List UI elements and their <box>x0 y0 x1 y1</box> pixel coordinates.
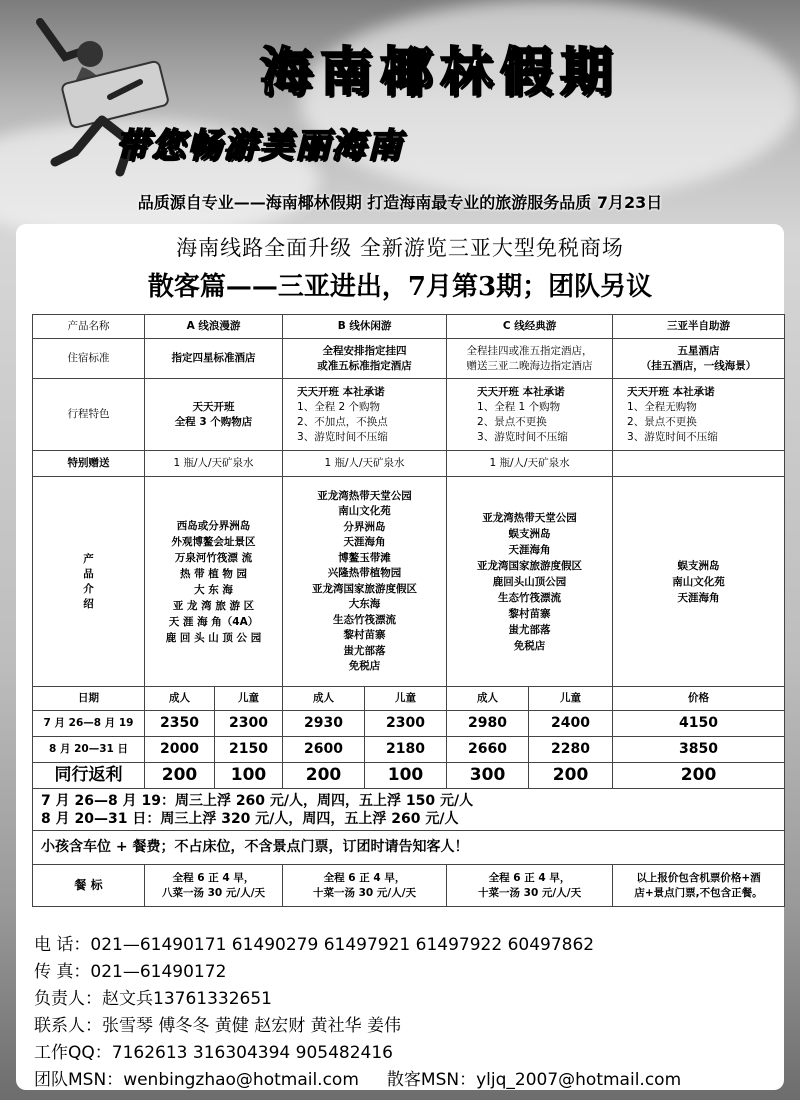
msn-group-link[interactable]: wenbingzhao@hotmail.com <box>123 1070 359 1090</box>
surcharge-line: 8 月 20—31 日：周三上浮 320 元/人，周四，五上浮 260 元/人 <box>41 810 459 827</box>
hotel-line: 全程安排指定挂四 <box>322 344 407 357</box>
gift-c: 1 瓶/人/天矿泉水 <box>447 451 613 477</box>
feature-line: 3、游览时间不压缩 <box>477 430 568 443</box>
rebate-value: 200 <box>529 763 613 789</box>
people-value: 张雪琴 傅冬冬 黄健 赵宏财 黄社华 姜伟 <box>102 1016 402 1036</box>
price-d: 3850 <box>613 737 785 763</box>
meal-c <box>447 865 613 907</box>
price-a-child: 2300 <box>215 711 283 737</box>
attraction: 分界洲岛 <box>343 520 386 533</box>
meal-a <box>145 865 283 907</box>
meal-b <box>283 865 447 907</box>
page-title: 海南椰林假期 <box>259 42 620 103</box>
attraction: 博鳌玉带滩 <box>338 551 391 564</box>
fax-label: 传 真： <box>34 962 91 982</box>
feature-line: 全程 3 个购物店 <box>174 415 253 428</box>
attraction: 大东海 <box>348 598 381 610</box>
intro-row <box>33 477 785 687</box>
qq-line <box>34 1040 784 1067</box>
price-header-row <box>33 687 785 711</box>
intro-d <box>613 477 785 687</box>
people-label: 联系人： <box>34 1016 102 1036</box>
meal-line: 以上报价包含机票价格+酒 <box>636 871 761 884</box>
tel-label: 电 话： <box>34 935 91 955</box>
headline-tour-period: 散客篇——三亚进出，7月第3期；团队另议 <box>147 272 653 302</box>
content-panel <box>16 224 784 1090</box>
feature-line: 2、景点不更换 <box>627 415 697 428</box>
tel-line <box>34 932 784 959</box>
qq-value: 7162613 316304394 905482416 <box>111 1043 393 1063</box>
attraction: 蚩尤部落 <box>343 644 386 657</box>
attraction: 生态竹筏漂流 <box>498 591 562 604</box>
attraction: 亚龙湾热带天堂公园 <box>482 511 577 524</box>
attraction: 热 带 植 物 园 <box>179 567 248 580</box>
attraction: 免税店 <box>348 660 381 672</box>
tour-table <box>32 314 785 907</box>
child-header: 儿童 <box>529 687 613 711</box>
page-subtitle: 带您畅游美丽海南 <box>115 126 403 166</box>
headline-upgrade: 海南线路全面升级 全新游览三亚大型免税商场 <box>176 236 624 260</box>
attraction: 鹿 回 头 山 顶 公 园 <box>165 631 262 644</box>
feature-c <box>447 379 613 451</box>
attraction: 免税店 <box>513 639 546 652</box>
manager-label: 负责人： <box>34 989 102 1009</box>
attraction: 亚龙湾国家旅游度假区 <box>477 559 583 572</box>
rebate-row <box>33 763 785 789</box>
intro-label-char: 产 <box>83 552 94 565</box>
qq-label: 工作QQ： <box>34 1043 112 1063</box>
rebate-value: 200 <box>613 763 785 789</box>
intro-a <box>145 477 283 687</box>
route-c: C 线经典游 <box>447 315 613 339</box>
surcharge-note <box>33 789 785 831</box>
manager-line <box>34 986 784 1013</box>
child-note: 小孩含车位 + 餐费；不占床位，不含景点门票，订团时请告知客人！ <box>33 831 785 865</box>
rebate-value: 200 <box>145 763 215 789</box>
feature-line: 3、游览时间不压缩 <box>297 430 388 443</box>
price-b-child: 2180 <box>365 737 447 763</box>
rebate-label: 同行返利 <box>33 763 145 789</box>
price-header: 价格 <box>613 687 785 711</box>
price-c-adult: 2980 <box>447 711 529 737</box>
attraction: 万泉河竹筏漂 流 <box>174 551 253 564</box>
intro-label-char: 绍 <box>83 597 94 610</box>
hotel-c <box>447 339 613 379</box>
hotel-a <box>145 339 283 379</box>
feature-d <box>613 379 785 451</box>
contact-block <box>34 932 784 1094</box>
feature-a <box>145 379 283 451</box>
gift-d <box>613 451 785 477</box>
meal-row <box>33 865 785 907</box>
tel-numbers: 021—61490171 61490279 61497921 61497922 60497862 <box>90 935 595 955</box>
price-c-child: 2400 <box>529 711 613 737</box>
route-d: 三亚半自助游 <box>613 315 785 339</box>
attraction: 外观博鳌会址景区 <box>171 535 256 548</box>
intro-c <box>447 477 613 687</box>
hotel-d <box>613 339 785 379</box>
attraction: 蚩尤部落 <box>508 623 551 636</box>
surcharge-row <box>33 789 785 831</box>
feature-line: 天天开班 本社承诺 <box>297 385 385 398</box>
attraction: 亚龙湾热带天堂公园 <box>317 489 412 502</box>
attraction: 南山文化苑 <box>338 505 391 517</box>
rebate-value: 100 <box>365 763 447 789</box>
meal-line: 全程 6 正 4 早， <box>488 871 571 884</box>
price-row <box>33 737 785 763</box>
attraction: 天涯海角 <box>343 536 386 548</box>
rebate-value: 200 <box>283 763 365 789</box>
intro-label-char: 介 <box>83 582 94 595</box>
price-b-adult: 2600 <box>283 737 365 763</box>
adult-header: 成人 <box>145 687 215 711</box>
msn-line <box>34 1067 784 1094</box>
hotel-b <box>283 339 447 379</box>
route-a: A 线浪漫游 <box>145 315 283 339</box>
msn-group-label: 团队MSN： <box>34 1070 124 1090</box>
feature-line: 天天开班 <box>192 400 235 413</box>
meal-line: 全程 6 正 4 早， <box>323 871 406 884</box>
child-header: 儿童 <box>365 687 447 711</box>
attraction: 大 东 海 <box>194 583 233 596</box>
attraction: 天涯海角 <box>508 543 551 556</box>
adult-header: 成人 <box>283 687 365 711</box>
surcharge-line: 7 月 26—8 月 19：周三上浮 260 元/人，周四，五上浮 150 元/人 <box>41 792 474 809</box>
attraction: 南山文化苑 <box>672 575 725 588</box>
child-header: 儿童 <box>215 687 283 711</box>
price-a-child: 2150 <box>215 737 283 763</box>
price-date: 8 月 20—31 日 <box>33 737 145 763</box>
intro-b <box>283 477 447 687</box>
gift-a: 1 瓶/人/天矿泉水 <box>145 451 283 477</box>
rebate-value: 100 <box>215 763 283 789</box>
feature-line: 2、不加点，不换点 <box>297 415 388 428</box>
price-c-adult: 2660 <box>447 737 529 763</box>
slogan: 品质源自专业——海南椰林假期 打造海南最专业的旅游服务品质 7月23日 <box>137 193 663 212</box>
attraction: 蜈支洲岛 <box>508 527 551 540</box>
attraction: 鹿回头山顶公园 <box>492 575 567 588</box>
price-date-header: 日期 <box>33 687 145 711</box>
intro-label-char: 品 <box>83 567 94 580</box>
price-a-adult: 2000 <box>145 737 215 763</box>
people-line <box>34 1013 784 1040</box>
attraction: 黎村苗寨 <box>508 607 551 620</box>
price-a-adult: 2350 <box>145 711 215 737</box>
feature-line: 1、全程无购物 <box>627 400 697 413</box>
price-date: 7 月 26—8 月 19 <box>33 711 145 737</box>
fax-line <box>34 959 784 986</box>
attraction: 西岛或分界洲岛 <box>176 519 251 532</box>
feature-line: 天天开班 本社承诺 <box>627 385 715 398</box>
feature-label: 行程特色 <box>33 379 145 451</box>
hotel-label: 住宿标准 <box>33 339 145 379</box>
intro-label <box>33 477 145 687</box>
adult-header: 成人 <box>447 687 529 711</box>
product-label: 产品名称 <box>33 315 145 339</box>
feature-line: 3、游览时间不压缩 <box>627 430 718 443</box>
hotel-line: 指定四星标准酒店 <box>171 352 256 364</box>
gift-b: 1 瓶/人/天矿泉水 <box>283 451 447 477</box>
route-header-row <box>33 315 785 339</box>
hotel-line: 五星酒店 <box>677 344 720 357</box>
feature-line: 2、景点不更换 <box>477 415 547 428</box>
price-c-child: 2280 <box>529 737 613 763</box>
hotel-line: 或准五标准指定酒店 <box>317 359 412 372</box>
attraction: 兴隆热带植物园 <box>327 567 402 579</box>
msn-single-label: 散客MSN： <box>386 1070 477 1090</box>
rebate-value: 300 <box>447 763 529 789</box>
attraction: 蜈支洲岛 <box>677 559 720 572</box>
feature-b <box>283 379 447 451</box>
feature-line: 天天开班 本社承诺 <box>477 385 565 398</box>
meal-label: 餐 标 <box>33 865 145 907</box>
manager-value: 赵文兵13761332651 <box>102 989 272 1009</box>
child-note-row <box>33 831 785 865</box>
route-b: B 线休闲游 <box>283 315 447 339</box>
attraction: 亚龙湾国家旅游度假区 <box>312 582 418 595</box>
hotel-line: （挂五酒店，一线海景） <box>640 359 757 372</box>
feature-line: 1、全程 2 个购物 <box>297 400 381 413</box>
price-d: 4150 <box>613 711 785 737</box>
gift-row <box>33 451 785 477</box>
price-b-child: 2300 <box>365 711 447 737</box>
gift-label: 特别赠送 <box>33 451 145 477</box>
meal-line: 八菜一汤 30 元/人/天 <box>161 886 266 899</box>
feature-line: 1、全程 1 个购物 <box>477 400 561 413</box>
attraction: 亚 龙 湾 旅 游 区 <box>172 599 255 612</box>
jumping-person-illustration <box>20 12 180 202</box>
price-b-adult: 2930 <box>283 711 365 737</box>
meal-line: 全程 6 正 4 早， <box>172 871 255 884</box>
attraction: 天 涯 海 角（4A） <box>168 615 259 628</box>
attraction: 生态竹筏漂流 <box>333 613 397 626</box>
meal-line: 店+景点门票,不包含正餐。 <box>634 886 763 899</box>
hotel-line: 全程挂四或准五指定酒店， <box>466 344 593 357</box>
fax-number: 021—61490172 <box>90 962 227 982</box>
hotel-line: 赠送三亚二晚海边指定酒店 <box>466 359 593 372</box>
meal-d <box>613 865 785 907</box>
meal-line: 十菜一汤 30 元/人/天 <box>477 886 582 899</box>
price-row <box>33 711 785 737</box>
attraction: 黎村苗寨 <box>343 629 386 641</box>
meal-line: 十菜一汤 30 元/人/天 <box>312 886 417 899</box>
attraction: 天涯海角 <box>677 591 720 604</box>
feature-row <box>33 379 785 451</box>
hotel-row <box>33 339 785 379</box>
msn-single-link[interactable]: yljq_2007@hotmail.com <box>476 1070 682 1090</box>
